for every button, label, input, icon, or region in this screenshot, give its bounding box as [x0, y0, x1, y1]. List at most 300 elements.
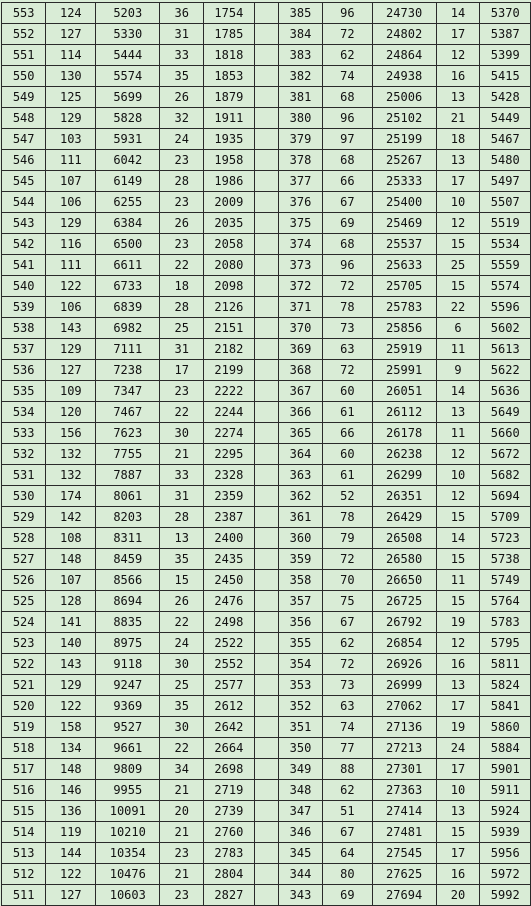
table-cell: 12 [436, 213, 480, 234]
table-cell: 365 [278, 423, 322, 444]
table-row [2, 801, 531, 822]
table-cell: 2151 [204, 318, 254, 339]
table-cell: 9809 [96, 759, 160, 780]
table-cell: 2719 [204, 780, 254, 801]
table-cell: 348 [278, 780, 322, 801]
table-cell: 27301 [372, 759, 436, 780]
table-row [2, 507, 531, 528]
table-cell: 543 [2, 213, 46, 234]
table-cell: 27625 [372, 864, 436, 885]
table-cell: 75 [323, 591, 372, 612]
table-cell: 5613 [480, 339, 531, 360]
table-cell: 351 [278, 717, 322, 738]
table-cell: 26112 [372, 402, 436, 423]
table-cell: 10476 [96, 864, 160, 885]
table-cell: 1911 [204, 108, 254, 129]
table-cell: 109 [46, 381, 96, 402]
column-gap [254, 213, 278, 234]
table-cell: 550 [2, 66, 46, 87]
table-cell: 11 [436, 570, 480, 591]
table-cell: 549 [2, 87, 46, 108]
table-cell: 72 [323, 654, 372, 675]
table-cell: 77 [323, 738, 372, 759]
table-row [2, 885, 531, 906]
table-cell: 10603 [96, 885, 160, 906]
table-cell: 66 [323, 171, 372, 192]
table-row [2, 423, 531, 444]
table-cell: 385 [278, 3, 322, 24]
table-cell: 355 [278, 633, 322, 654]
table-cell: 129 [46, 675, 96, 696]
table-cell: 23 [160, 192, 204, 213]
table-cell: 25 [160, 675, 204, 696]
column-gap [254, 885, 278, 906]
column-gap [254, 591, 278, 612]
table-cell: 534 [2, 402, 46, 423]
table-cell: 174 [46, 486, 96, 507]
table-cell: 2328 [204, 465, 254, 486]
table-cell: 15 [160, 570, 204, 591]
table-cell: 512 [2, 864, 46, 885]
column-gap [254, 255, 278, 276]
column-gap [254, 402, 278, 423]
table-cell: 143 [46, 318, 96, 339]
table-cell: 7238 [96, 360, 160, 381]
table-cell: 2126 [204, 297, 254, 318]
table-cell: 116 [46, 234, 96, 255]
table-cell: 36 [160, 3, 204, 24]
table-cell: 8694 [96, 591, 160, 612]
table-cell: 7111 [96, 339, 160, 360]
table-cell: 1785 [204, 24, 254, 45]
table-cell: 380 [278, 108, 322, 129]
table-cell: 5370 [480, 3, 531, 24]
table-cell: 5931 [96, 129, 160, 150]
table-cell: 13 [160, 528, 204, 549]
table-cell: 62 [323, 45, 372, 66]
table-cell: 60 [323, 444, 372, 465]
table-cell: 15 [436, 549, 480, 570]
table-cell: 25783 [372, 297, 436, 318]
table-cell: 5574 [96, 66, 160, 87]
table-cell: 2450 [204, 570, 254, 591]
table-cell: 25856 [372, 318, 436, 339]
table-cell: 14 [436, 528, 480, 549]
table-cell: 539 [2, 297, 46, 318]
column-gap [254, 465, 278, 486]
table-cell: 2664 [204, 738, 254, 759]
table-cell: 5901 [480, 759, 531, 780]
table-cell: 6839 [96, 297, 160, 318]
table-cell: 33 [160, 465, 204, 486]
table-cell: 2009 [204, 192, 254, 213]
column-gap [254, 276, 278, 297]
table-cell: 538 [2, 318, 46, 339]
table-cell: 1818 [204, 45, 254, 66]
table-row [2, 108, 531, 129]
table-cell: 26926 [372, 654, 436, 675]
table-cell: 6384 [96, 213, 160, 234]
table-cell: 67 [323, 822, 372, 843]
table-cell: 5574 [480, 276, 531, 297]
table-cell: 377 [278, 171, 322, 192]
table-cell: 132 [46, 444, 96, 465]
table-cell: 148 [46, 759, 96, 780]
column-gap [254, 843, 278, 864]
table-cell: 2199 [204, 360, 254, 381]
table-cell: 2274 [204, 423, 254, 444]
table-cell: 521 [2, 675, 46, 696]
table-cell: 6982 [96, 318, 160, 339]
table-cell: 1754 [204, 3, 254, 24]
table-cell: 96 [323, 3, 372, 24]
table-cell: 17 [436, 171, 480, 192]
table-cell: 548 [2, 108, 46, 129]
table-cell: 5841 [480, 696, 531, 717]
column-gap [254, 24, 278, 45]
table-row [2, 843, 531, 864]
column-gap [254, 612, 278, 633]
table-cell: 537 [2, 339, 46, 360]
table-cell: 16 [436, 66, 480, 87]
table-cell: 5203 [96, 3, 160, 24]
table-cell: 144 [46, 843, 96, 864]
table-cell: 5444 [96, 45, 160, 66]
table-cell: 5559 [480, 255, 531, 276]
table-cell: 24730 [372, 3, 436, 24]
column-gap [254, 297, 278, 318]
table-cell: 20 [436, 885, 480, 906]
table-cell: 62 [323, 780, 372, 801]
table-cell: 376 [278, 192, 322, 213]
table-cell: 122 [46, 696, 96, 717]
table-row [2, 45, 531, 66]
table-cell: 158 [46, 717, 96, 738]
table-cell: 14 [436, 3, 480, 24]
table-row [2, 66, 531, 87]
table-cell: 108 [46, 528, 96, 549]
table-cell: 26299 [372, 465, 436, 486]
table-cell: 5399 [480, 45, 531, 66]
table-cell: 62 [323, 633, 372, 654]
table-cell: 353 [278, 675, 322, 696]
table-cell: 522 [2, 654, 46, 675]
table-cell: 25469 [372, 213, 436, 234]
table-cell: 5709 [480, 507, 531, 528]
table-cell: 2182 [204, 339, 254, 360]
table-cell: 19 [436, 717, 480, 738]
table-cell: 547 [2, 129, 46, 150]
table-cell: 5330 [96, 24, 160, 45]
table-cell: 12 [436, 633, 480, 654]
table-cell: 363 [278, 465, 322, 486]
table-row [2, 192, 531, 213]
table-cell: 2400 [204, 528, 254, 549]
table-cell: 10091 [96, 801, 160, 822]
table-row [2, 360, 531, 381]
table-cell: 361 [278, 507, 322, 528]
table-cell: 532 [2, 444, 46, 465]
table-cell: 17 [436, 759, 480, 780]
table-cell: 114 [46, 45, 96, 66]
table-cell: 15 [436, 234, 480, 255]
table-cell: 60 [323, 381, 372, 402]
table-cell: 528 [2, 528, 46, 549]
column-gap [254, 45, 278, 66]
table-cell: 16 [436, 654, 480, 675]
table-cell: 21 [160, 864, 204, 885]
table-cell: 2698 [204, 759, 254, 780]
table-cell: 9527 [96, 717, 160, 738]
table-cell: 16 [436, 864, 480, 885]
table-cell: 5660 [480, 423, 531, 444]
table-cell: 371 [278, 297, 322, 318]
table-cell: 5699 [96, 87, 160, 108]
table-cell: 96 [323, 255, 372, 276]
table-row [2, 297, 531, 318]
table-cell: 127 [46, 885, 96, 906]
table-cell: 31 [160, 486, 204, 507]
table-cell: 69 [323, 885, 372, 906]
table-cell: 360 [278, 528, 322, 549]
table-cell: 25400 [372, 192, 436, 213]
table-row [2, 402, 531, 423]
table-cell: 2476 [204, 591, 254, 612]
table-cell: 384 [278, 24, 322, 45]
table-cell: 346 [278, 822, 322, 843]
table-cell: 21 [160, 822, 204, 843]
table-cell: 7887 [96, 465, 160, 486]
table-cell: 382 [278, 66, 322, 87]
table-cell: 8311 [96, 528, 160, 549]
table-row [2, 654, 531, 675]
column-gap [254, 234, 278, 255]
table-cell: 5956 [480, 843, 531, 864]
table-cell: 5824 [480, 675, 531, 696]
table-cell: 520 [2, 696, 46, 717]
table-cell: 1958 [204, 150, 254, 171]
table-cell: 5939 [480, 822, 531, 843]
table-row [2, 528, 531, 549]
table-cell: 551 [2, 45, 46, 66]
column-gap [254, 570, 278, 591]
table-cell: 7755 [96, 444, 160, 465]
table-cell: 2058 [204, 234, 254, 255]
table-cell: 31 [160, 24, 204, 45]
table-cell: 15 [436, 822, 480, 843]
table-cell: 5507 [480, 192, 531, 213]
table-cell: 524 [2, 612, 46, 633]
column-gap [254, 66, 278, 87]
table-cell: 24 [436, 738, 480, 759]
table-cell: 5519 [480, 213, 531, 234]
table-cell: 96 [323, 108, 372, 129]
table-row [2, 465, 531, 486]
table-cell: 518 [2, 738, 46, 759]
table-row [2, 717, 531, 738]
table-cell: 22 [160, 738, 204, 759]
table-cell: 526 [2, 570, 46, 591]
table-cell: 540 [2, 276, 46, 297]
table-cell: 2522 [204, 633, 254, 654]
table-cell: 513 [2, 843, 46, 864]
table-cell: 2222 [204, 381, 254, 402]
table-cell: 2244 [204, 402, 254, 423]
table-cell: 63 [323, 339, 372, 360]
table-cell: 5924 [480, 801, 531, 822]
table-cell: 5795 [480, 633, 531, 654]
column-gap [254, 444, 278, 465]
table-cell: 30 [160, 717, 204, 738]
table-row [2, 339, 531, 360]
table-cell: 343 [278, 885, 322, 906]
table-cell: 383 [278, 45, 322, 66]
table-cell: 8835 [96, 612, 160, 633]
table-cell: 519 [2, 717, 46, 738]
column-gap [254, 318, 278, 339]
column-gap [254, 108, 278, 129]
table-cell: 26650 [372, 570, 436, 591]
table-cell: 10 [436, 465, 480, 486]
table-cell: 27213 [372, 738, 436, 759]
table-cell: 366 [278, 402, 322, 423]
table-cell: 26999 [372, 675, 436, 696]
table-cell: 362 [278, 486, 322, 507]
table-cell: 103 [46, 129, 96, 150]
table-cell: 5387 [480, 24, 531, 45]
table-cell: 25199 [372, 129, 436, 150]
table-row [2, 738, 531, 759]
table-cell: 24864 [372, 45, 436, 66]
table-cell: 129 [46, 213, 96, 234]
table-cell: 5992 [480, 885, 531, 906]
table-row [2, 759, 531, 780]
table-cell: 5636 [480, 381, 531, 402]
table-cell: 9247 [96, 675, 160, 696]
table-cell: 28 [160, 507, 204, 528]
column-gap [254, 150, 278, 171]
table-cell: 68 [323, 234, 372, 255]
table-row [2, 381, 531, 402]
table-cell: 156 [46, 423, 96, 444]
table-cell: 9661 [96, 738, 160, 759]
table-cell: 52 [323, 486, 372, 507]
table-cell: 9118 [96, 654, 160, 675]
table-cell: 5828 [96, 108, 160, 129]
table-cell: 12 [436, 486, 480, 507]
table-cell: 553 [2, 3, 46, 24]
table-cell: 111 [46, 255, 96, 276]
table-cell: 2739 [204, 801, 254, 822]
table-row [2, 234, 531, 255]
column-gap [254, 423, 278, 444]
table-cell: 5972 [480, 864, 531, 885]
table-cell: 146 [46, 780, 96, 801]
table-cell: 531 [2, 465, 46, 486]
table-cell: 73 [323, 318, 372, 339]
table-cell: 378 [278, 150, 322, 171]
column-gap [254, 738, 278, 759]
column-gap [254, 759, 278, 780]
table-cell: 28 [160, 297, 204, 318]
column-gap [254, 339, 278, 360]
table-cell: 7623 [96, 423, 160, 444]
table-cell: 19 [436, 612, 480, 633]
table-cell: 67 [323, 192, 372, 213]
table-cell: 74 [323, 717, 372, 738]
table-cell: 72 [323, 24, 372, 45]
column-gap [254, 171, 278, 192]
table-cell: 364 [278, 444, 322, 465]
table-cell: 6500 [96, 234, 160, 255]
table-row [2, 612, 531, 633]
table-cell: 80 [323, 864, 372, 885]
table-cell: 107 [46, 171, 96, 192]
table-cell: 5497 [480, 171, 531, 192]
table-cell: 5738 [480, 549, 531, 570]
table-cell: 26351 [372, 486, 436, 507]
table-cell: 8203 [96, 507, 160, 528]
table-cell: 546 [2, 150, 46, 171]
table-cell: 2359 [204, 486, 254, 507]
table-cell: 124 [46, 3, 96, 24]
table-cell: 142 [46, 507, 96, 528]
table-cell: 27136 [372, 717, 436, 738]
table-cell: 5811 [480, 654, 531, 675]
table-cell: 347 [278, 801, 322, 822]
table-cell: 51 [323, 801, 372, 822]
table-cell: 530 [2, 486, 46, 507]
table-cell: 27694 [372, 885, 436, 906]
table-cell: 2642 [204, 717, 254, 738]
table-cell: 1853 [204, 66, 254, 87]
table-cell: 6255 [96, 192, 160, 213]
table-cell: 26238 [372, 444, 436, 465]
table-cell: 367 [278, 381, 322, 402]
table-cell: 70 [323, 570, 372, 591]
table-row [2, 675, 531, 696]
table-cell: 545 [2, 171, 46, 192]
table-cell: 544 [2, 192, 46, 213]
table-cell: 26508 [372, 528, 436, 549]
table-cell: 26580 [372, 549, 436, 570]
table-cell: 67 [323, 612, 372, 633]
column-gap [254, 654, 278, 675]
table-cell: 72 [323, 276, 372, 297]
table-cell: 13 [436, 675, 480, 696]
table-cell: 34 [160, 759, 204, 780]
table-cell: 11 [436, 339, 480, 360]
table-cell: 27414 [372, 801, 436, 822]
table-cell: 22 [160, 612, 204, 633]
table-cell: 129 [46, 339, 96, 360]
table-cell: 26792 [372, 612, 436, 633]
table-cell: 517 [2, 759, 46, 780]
table-cell: 15 [436, 591, 480, 612]
table-cell: 2612 [204, 696, 254, 717]
table-row [2, 444, 531, 465]
table-cell: 35 [160, 66, 204, 87]
column-gap [254, 717, 278, 738]
table-cell: 2435 [204, 549, 254, 570]
table-cell: 6042 [96, 150, 160, 171]
table-cell: 15 [436, 276, 480, 297]
table-cell: 21 [160, 780, 204, 801]
table-cell: 78 [323, 297, 372, 318]
table-cell: 25537 [372, 234, 436, 255]
table-cell: 11 [436, 423, 480, 444]
table-cell: 26 [160, 213, 204, 234]
